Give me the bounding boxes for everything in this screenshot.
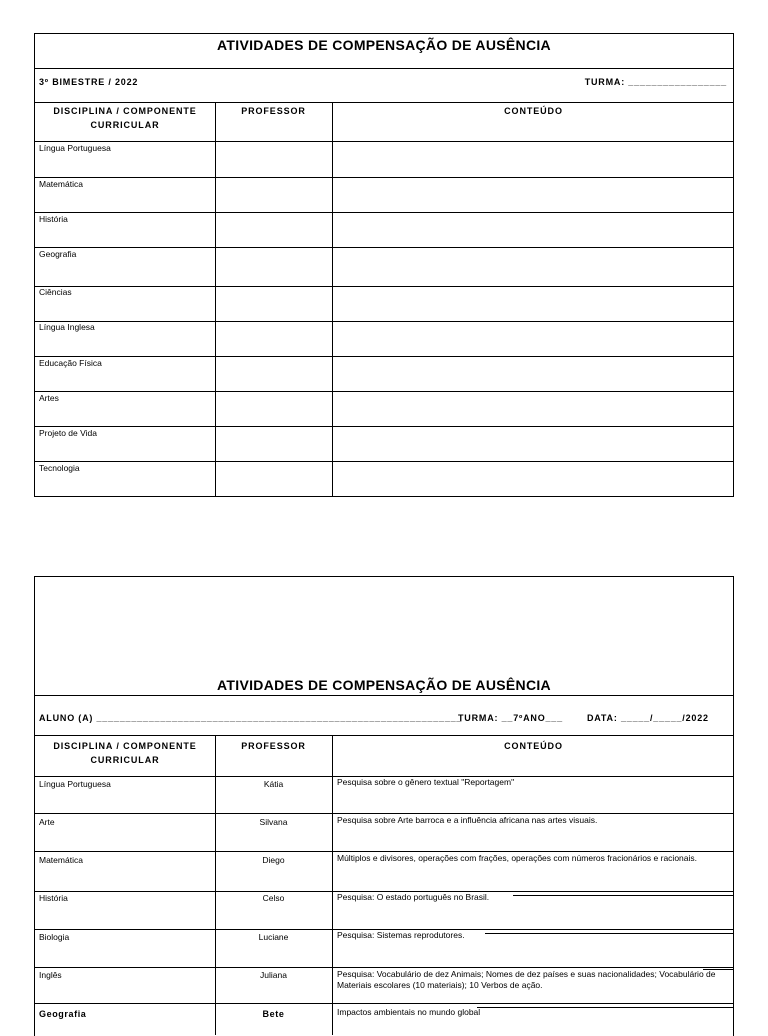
turma-field[interactable]: TURMA: _________________	[584, 77, 727, 87]
table-row-professor: Kátia	[263, 779, 284, 789]
underline	[703, 969, 734, 970]
table-row-conteudo: Pesquisa sobre Arte barroca e a influência africana nas artes visuais.	[337, 815, 598, 825]
table-row-disciplina: Biologia	[39, 932, 70, 942]
row-divider	[35, 426, 733, 427]
underline	[485, 933, 734, 934]
column-divider	[332, 102, 333, 497]
divider	[35, 735, 733, 736]
table-row-conteudo: Pesquisa: Vocabulário de dez Animais; Nomes de dez países e suas nacionalidades; Vocabulário de Materiais escolares (10 materiais); 10 Verbos de ação.	[337, 969, 716, 990]
table-row-professor: Diego	[262, 855, 285, 865]
table-row-disciplina: Projeto de Vida	[39, 428, 97, 438]
column-divider	[332, 735, 333, 1035]
divider	[35, 695, 733, 696]
table-row-disciplina: Arte	[39, 817, 55, 827]
divider	[35, 102, 733, 103]
table-row-disciplina: História	[39, 893, 68, 903]
table-row-disciplina: Língua Portuguesa	[39, 143, 111, 153]
table-row-disciplina: Língua Inglesa	[39, 322, 95, 332]
bimestre-label: 3º BIMESTRE / 2022	[39, 77, 139, 87]
header-professor: PROFESSOR	[241, 106, 306, 116]
row-divider	[35, 247, 733, 248]
form-title: ATIVIDADES DE COMPENSAÇÃO DE AUSÊNCIA	[217, 677, 551, 693]
form-title: ATIVIDADES DE COMPENSAÇÃO DE AUSÊNCIA	[217, 37, 551, 53]
table-row-disciplina: Geografia	[39, 1009, 87, 1019]
table-row-disciplina: Artes	[39, 393, 59, 403]
table-row-disciplina: Matemática	[39, 179, 83, 189]
row-divider	[35, 967, 733, 968]
table-row-disciplina: Geografia	[39, 249, 77, 259]
table-row-conteudo: Impactos ambientais no mundo global	[337, 1007, 481, 1017]
row-divider	[35, 321, 733, 322]
table-row-conteudo: Múltiplos e divisores, operações com frações, operações com números fracionários e racionais.	[337, 853, 697, 863]
table-row-conteudo: Pesquisa sobre o gênero textual "Reportagem"	[337, 777, 515, 787]
row-divider	[35, 356, 733, 357]
underline	[477, 1007, 734, 1008]
header-conteudo: CONTEÚDO	[504, 741, 563, 751]
table-row-professor: Silvana	[259, 817, 288, 827]
underline	[513, 895, 734, 896]
table-row-disciplina: Língua Portuguesa	[39, 779, 111, 789]
row-divider	[35, 177, 733, 178]
table-row-disciplina: Tecnologia	[39, 463, 80, 473]
divider	[35, 141, 733, 142]
table-row-professor: Celso	[262, 893, 285, 903]
table-row-disciplina: Inglês	[39, 970, 62, 980]
data-field[interactable]: DATA: _____/_____/2022	[587, 713, 709, 723]
aluno-field[interactable]: ALUNO (A) _______________________________________________________________	[39, 713, 463, 723]
header-disciplina: DISCIPLINA / COMPONENTE CURRICULAR	[53, 106, 197, 130]
table-row-conteudo: Pesquisa: O estado português no Brasil.	[337, 892, 490, 902]
turma-field[interactable]: TURMA: __7ºANO___	[458, 713, 563, 723]
header-disciplina: DISCIPLINA / COMPONENTE CURRICULAR	[53, 741, 197, 765]
row-divider	[35, 286, 733, 287]
table-row-disciplina: Ciências	[39, 287, 72, 297]
row-divider	[35, 391, 733, 392]
table-row-professor: Juliana	[260, 970, 287, 980]
table-row-disciplina: História	[39, 214, 68, 224]
absence-form-filled	[34, 576, 734, 1036]
header-conteudo: CONTEÚDO	[504, 106, 563, 116]
table-row-professor: Luciane	[258, 932, 289, 942]
header-professor: PROFESSOR	[241, 741, 306, 751]
table-row-disciplina: Educação Física	[39, 358, 102, 368]
row-divider	[35, 813, 733, 814]
column-divider	[215, 102, 216, 497]
table-row-professor: Bete	[262, 1009, 285, 1019]
table-row-conteudo: Pesquisa: Sistemas reprodutores.	[337, 930, 465, 940]
row-divider	[35, 1003, 733, 1004]
row-divider	[35, 461, 733, 462]
divider	[35, 68, 733, 69]
row-divider	[35, 851, 733, 852]
row-divider	[35, 212, 733, 213]
table-row-disciplina: Matemática	[39, 855, 83, 865]
absence-form-blank	[34, 33, 734, 497]
